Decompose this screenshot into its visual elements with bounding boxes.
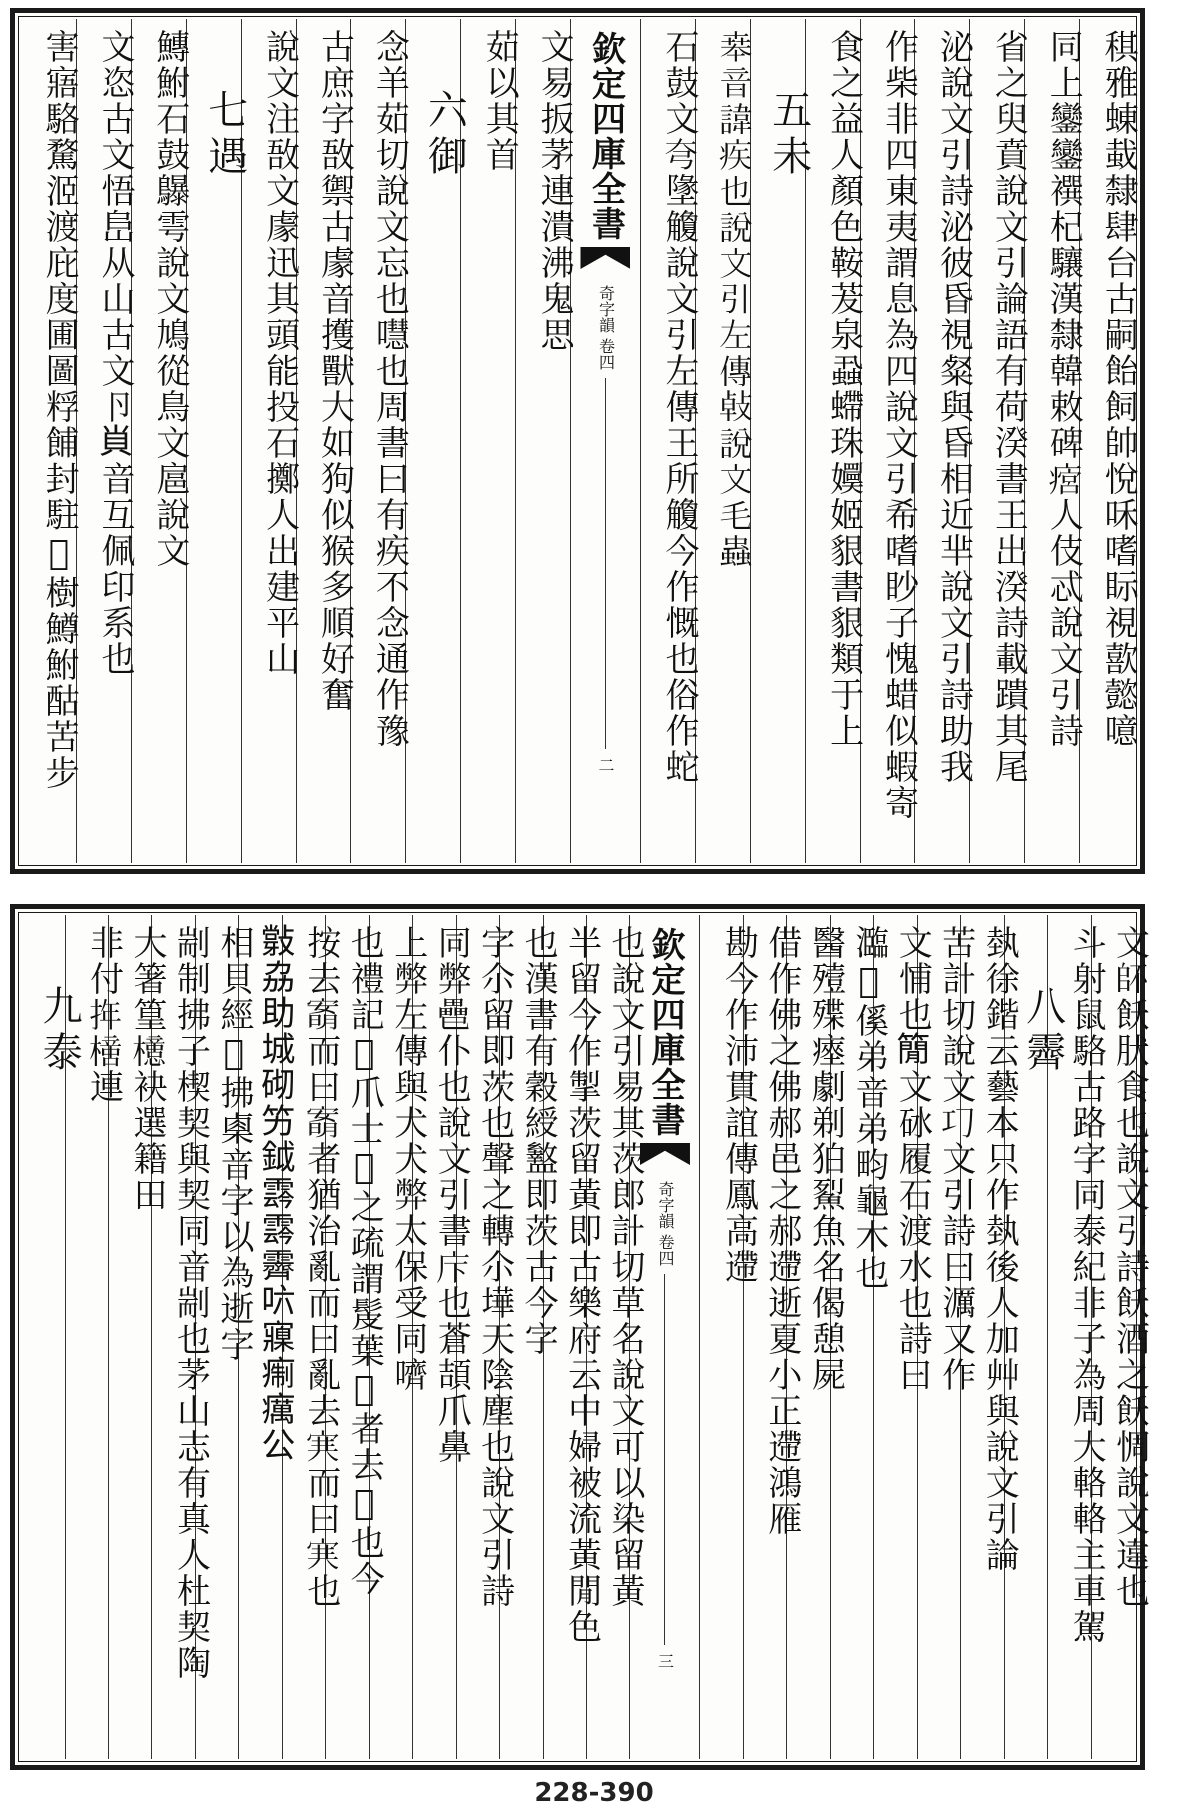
text-column bbox=[21, 19, 80, 863]
column-text: 也漢書有穀綬盭即茨古今字 bbox=[518, 925, 559, 1357]
column-text: 借作佛之佛郝邑之郝遰逝夏小正遰鴻雁 bbox=[761, 925, 802, 1537]
page-number: 228-390 bbox=[534, 1778, 654, 1808]
column-text: 大箸篁𣟥袂選籍田 bbox=[127, 925, 168, 1213]
folio-number: 三 bbox=[655, 1653, 675, 1669]
column-text: 勘今作沛貫誼傳鳳高遰 bbox=[718, 925, 759, 1285]
book-title: 欽定四庫全書 bbox=[644, 927, 685, 1137]
column-text: 害寤駱騖洍渡庇度圃圖粰餔封駐𡧊樹鱒鮒酤苦步 bbox=[39, 29, 80, 791]
column-text: 稘雅蝀蛓隸肆台古嗣飴飼帥悅咊嗜眎視歖懿噫 bbox=[1098, 29, 1139, 749]
column-text: 泌說文引詩泌彼昏視粲與昏相近芈說文引詩助我 bbox=[933, 29, 974, 785]
column-text: 埶徐鍇云藝本只作埶後人加艸與說文引論 bbox=[979, 925, 1020, 1573]
center-rule bbox=[605, 378, 606, 749]
lower-page bbox=[10, 904, 1150, 1770]
rhyme-heading-column bbox=[21, 915, 83, 1759]
column-text: 半留今作掣茨留黃即古樂府云中婦被流黃閒色 bbox=[561, 925, 602, 1645]
column-text: 同弊𢁐仆也說文引書𢇗也蒼頡爪鼻 bbox=[431, 925, 472, 1465]
column-text: 字尒留即茨也聲之轉尒墷天陰塵也說文引詩 bbox=[474, 925, 515, 1609]
column-text: 文易扳茅連潰沸鬼思 bbox=[534, 29, 575, 353]
column-text: 石鼓文𡗝墬觼說文引左傳王所觼今作慨也俗作蛇 bbox=[658, 29, 699, 785]
column-text: 斗射鼠駱古路字同泰紀非子為周大輅輅主車駕 bbox=[1066, 925, 1107, 1645]
column-text: 文悑也𥳑文砅履石渡水也詩曰 bbox=[892, 925, 933, 1393]
column-text: 相貝經𦥷拂㮚音字以為逝字 bbox=[213, 925, 254, 1363]
folio-number: 二 bbox=[595, 757, 615, 773]
volume-label: 奇字韻 卷四 bbox=[655, 1181, 675, 1267]
lower-page-columns bbox=[21, 915, 1150, 1759]
column-text: 瀶𧇧傒弟音弟畇龜木也 bbox=[848, 925, 889, 1291]
rhyme-heading: 九泰 bbox=[36, 985, 83, 1077]
column-text: 上弊左傳與犬犬弊太保受同嚌 bbox=[387, 925, 428, 1393]
column-text: 𢿦劦助城砌竻鉞𩃬𩃬霽𠯿寱痸癘公 bbox=[257, 925, 298, 1465]
column-text: 苦計切說文𢀕文引詩曰濿又作 bbox=[935, 925, 976, 1393]
text-column bbox=[699, 915, 759, 1759]
column-text: 非付𢬧𣚍連 bbox=[83, 925, 124, 1105]
column-text: 𠦪音諱疾也說文引左傳㪕說文毛蟲 bbox=[713, 29, 754, 569]
column-text: 也說文引易其茨郎計切草名說文可以染留黃 bbox=[605, 925, 646, 1609]
column-text: 省之臾賁說文引論語有荷湀書王出湀詩載蹪其尾 bbox=[988, 29, 1029, 785]
column-text: 說文注敔文豦迅其頭能投石擲人出建平山 bbox=[259, 29, 300, 677]
rhyme-heading: 七遇 bbox=[201, 89, 248, 181]
volume-label: 奇字韻 卷四 bbox=[596, 285, 616, 371]
center-rule bbox=[664, 1274, 665, 1645]
rhyme-heading: 八霽 bbox=[1019, 985, 1066, 1077]
column-text: 作柴非四東夷謂息為四說文引希嗜眇子愧蜡似蝦寄 bbox=[878, 29, 919, 821]
rhyme-heading: 六御 bbox=[421, 89, 468, 181]
column-text: 剬制拂子楔契與契同音剬也茅山志有真人杜契陶 bbox=[170, 925, 211, 1681]
column-text: 念羊茹切說文忘也嚖也周書曰有疾不念通作豫 bbox=[369, 29, 410, 749]
column-text: 鱄鮒石鼓鸔雩說文鳩從鳥文扈說文 bbox=[149, 29, 190, 569]
column-text: 同上鑾鑾襈杞驤漢隸韓敕碑𤹜人伎忒說文引詩 bbox=[1043, 29, 1084, 749]
upper-page-columns bbox=[21, 19, 1139, 863]
upper-page bbox=[10, 8, 1145, 874]
column-text: 食之益人顏色鞍茇泉蝨螮珠嬽姬貇書貇類于上 bbox=[823, 29, 864, 749]
text-column bbox=[640, 19, 699, 863]
column-text: 也禮記𨐚爪士𡪙之疏謂髲葉𡪙者去𡪙也今 bbox=[344, 925, 385, 1597]
column-text: 茹以其首 bbox=[479, 29, 520, 173]
column-text: 文𠂾飫肰食也說文引詩飫酒之飫惆說文違也 bbox=[1109, 925, 1150, 1609]
rhyme-heading: 五未 bbox=[765, 89, 812, 181]
column-text: 醫殪殜瘞劇剃狛鮤魚名偈憩屍 bbox=[805, 925, 846, 1393]
book-title: 欽定四庫全書 bbox=[585, 31, 626, 241]
column-text: 古庶字敔禦古豦音擭獸大如狗似猴多順好奮 bbox=[314, 29, 355, 713]
column-text: 按去𡪙而曰𡪙者猶治亂而曰亂去𡨄而曰𡨄也 bbox=[300, 925, 341, 1609]
column-text: 文恣古文悟峊从山古文卪𧴪音互佩印系也 bbox=[94, 29, 135, 677]
